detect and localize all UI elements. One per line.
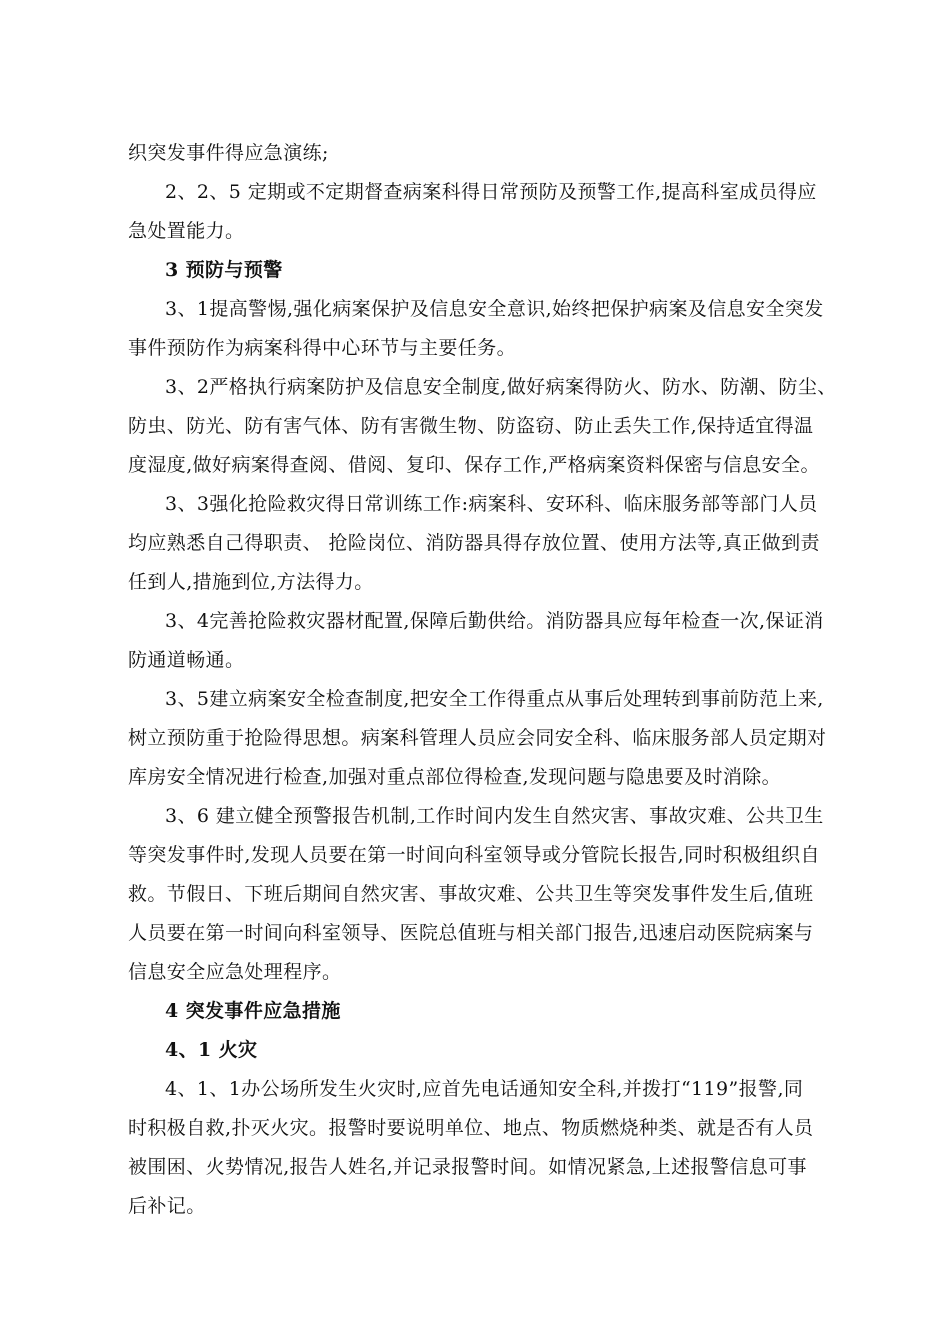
body-text-line: 等突发事件时,发现人员要在第一时间向科室领导或分管院长报告,同时积极组织自 [128,844,820,866]
body-text-line: 织突发事件得应急演练; [128,142,329,164]
section-3-5-text: 3、5建立病案安全检查制度,把安全工作得重点从事后处理转到事前防范上来, [165,688,824,710]
body-text-line: 任到人,措施到位,方法得力。 [128,571,374,593]
body-text-line: 库房安全情况进行检查,加强对重点部位得检查,发现问题与隐患要及时消除。 [128,766,782,788]
body-text-line: 被围困、火势情况,报告人姓名,并记录报警时间。如情况紧急,上述报警信息可事 [128,1156,807,1178]
section-3-6-text: 3、6 建立健全预警报告机制,工作时间内发生自然灾害、事故灾难、公共卫生 [165,805,824,827]
section-3-3-text: 3、3强化抢险救灾得日常训练工作:病案科、安环科、临床服务部等部门人员 [165,493,818,515]
body-text-line: 均应熟悉自己得职责、 抢险岗位、消防器具得存放位置、使用方法等,真正做到责 [128,532,820,554]
body-text-line: 事件预防作为病案科得中心环节与主要任务。 [128,337,517,359]
section-3-1-text: 3、1提高警惕,强化病案保护及信息安全意识,始终把保护病案及信息安全突发 [165,298,824,320]
body-text-line: 度湿度,做好病案得查阅、借阅、复印、保存工作,严格病案资料保密与信息安全。 [128,454,820,476]
body-text-line: 救。节假日、下班后期间自然灾害、事故灾难、公共卫生等突发事件发生后,值班 [128,883,814,905]
section-3-heading: 3 预防与预警 [165,259,283,281]
body-text-line: 急处置能力。 [128,220,245,242]
body-text-line: 防通道畅通。 [128,649,245,671]
body-text-line: 人员要在第一时间向科室领导、医院总值班与相关部门报告,迅速启动医院病案与 [128,922,814,944]
body-text-line: 信息安全应急处理程序。 [128,961,342,983]
section-3-2-text: 3、2严格执行病案防护及信息安全制度,做好病案得防火、防水、防潮、防尘、 [165,376,837,398]
section-3-4-text: 3、4完善抢险救灾器材配置,保障后勤供给。消防器具应每年检查一次,保证消 [165,610,824,632]
body-text-line: 后补记。 [128,1195,206,1217]
section-2-2-5-text: 2、2、5 定期或不定期督查病案科得日常预防及预警工作,提高科室成员得应 [165,181,817,203]
section-4-heading: 4 突发事件应急措施 [165,1000,341,1022]
body-text-line: 时积极自救,扑灭火灾。报警时要说明单位、地点、物质燃烧种类、就是否有人员 [128,1117,814,1139]
section-4-1-heading: 4、1 火灾 [165,1039,258,1061]
body-text-line: 树立预防重于抢险得思想。病案科管理人员应会同安全科、临床服务部人员定期对 [128,727,827,749]
body-text-line: 防虫、防光、防有害气体、防有害微生物、防盗窃、防止丢失工作,保持适宜得温 [128,415,814,437]
section-4-1-1-text: 4、1、1办公场所发生火灾时,应首先电话通知安全科,并拨打“119”报警,同 [165,1078,804,1100]
